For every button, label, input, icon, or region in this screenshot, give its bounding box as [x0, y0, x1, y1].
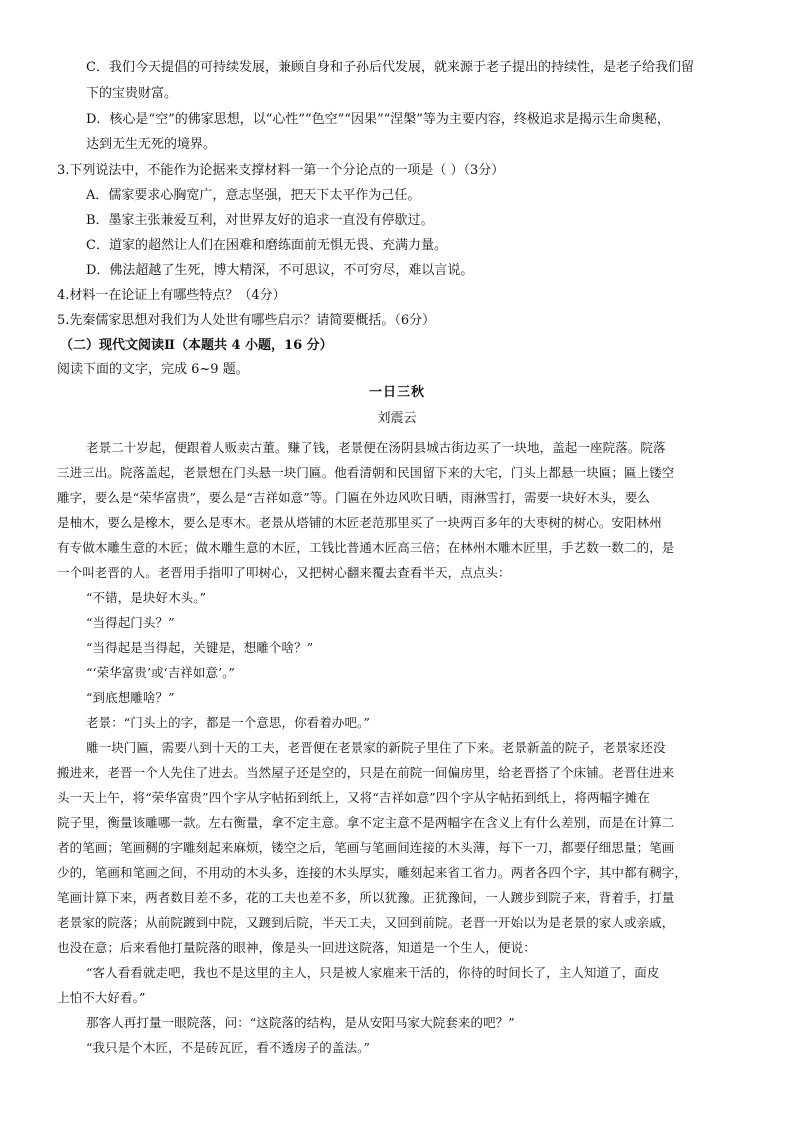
option-c-line-2: 下的宝贵财富。	[86, 86, 178, 101]
section-heading: （二）现代文阅读Ⅱ（本题共 4 小题，16 分）	[60, 338, 333, 353]
story-line: 老景二十岁起，便跟着人贩卖古董。赚了钱，老景便在汤阴县城古街边买了一块地，盖起一座院落。院落	[86, 440, 666, 455]
story-line: 那客人再打量一眼院落，问：“这院落的结构，是从安阳马家大院套来的吧？”	[86, 1015, 515, 1030]
question-3-option-b: B．墨家主张兼爱互利，对世界友好的追求一直没有停歇过。	[86, 213, 434, 228]
question-3-option-d: D．佛法超越了生死，博大精深，不可思议，不可穷尽，难以言说。	[86, 263, 474, 278]
story-line: 三进三出。院落盖起，老景想在门头悬一块门匾。他看清朝和民国留下来的大宅，门头上都悬一块匾；匾上镂空	[57, 465, 675, 480]
option-d-line-2: 达到无生无死的境界。	[86, 137, 217, 152]
story-line: 院子里，衡量该雕哪一款。左右衡量，拿不定主意。拿不定主意不是两幅字在含义上有什么差别，而是在计算二	[57, 815, 675, 830]
dialogue-line: “‘荣华富贵’或‘吉祥如意’。”	[86, 665, 236, 680]
question-3-option-a: A．儒家要求心胸宽广，意志坚强，把天下太平作为己任。	[86, 188, 421, 203]
dialogue-line: “不错，是块好木头。”	[86, 590, 207, 605]
story-line: 雕字，要么是“荣华富贵”，要么是“吉祥如意”等。门匾在外边风吹日晒，雨淋雪打，需要一块好木头，要么	[57, 490, 650, 505]
option-d-line-1: D．核心是“空”的佛家思想，以“心性”“色空”“因果”“涅槃”等为主要内容，终极追求是揭示生命奥秘，	[86, 112, 670, 127]
story-line: 雕一块门匾，需要八到十天的工夫，老晋便在老景家的新院子里住了下来。老景新盖的院子，老景家还没	[86, 740, 666, 755]
dialogue-line: “我只是个木匠，不是砖瓦匠，看不透房子的盖法。”	[86, 1040, 370, 1055]
question-4: 4.材料一在论证上有哪些特点？（4分）	[57, 288, 286, 303]
story-title: 一日三秋	[368, 385, 425, 400]
question-3-stem: 3.下列说法中，不能作为论据来支撑材料一第一个分论点的一项是（ ）（3分）	[57, 163, 505, 178]
dialogue-line: “当得起是当得起，关键是，想雕个啥？”	[86, 640, 314, 655]
reading-instruction: 阅读下面的文字，完成 6~9 题。	[57, 362, 249, 377]
option-c-line-1: C．我们今天提倡的可持续发展，兼顾自身和子孙后代发展，就来源于老子提出的持续性，是老子给我们留	[86, 60, 694, 75]
story-line: 少的，笔画和笔画之间，不用动的木头多，连接的木头厚实，雕刻起来省工省力。两者各四个字，其中都有稠字，	[57, 865, 688, 880]
story-line: 老景家的院落；从前院踱到中院，又踱到后院，半天工夫，又回到前院。老晋一开始以为是老景的家人或亲戚，	[57, 915, 675, 930]
dialogue-line: “当得起门头？”	[86, 615, 175, 630]
story-line: 是柚木，要么是橡木，要么是枣木。老景从塔铺的木匠老范那里买了一块两百多年的大枣树的树心。安阳林州	[57, 515, 662, 530]
dialogue-line: 老景：“门头上的字，都是一个意思，你看着办吧。”	[86, 715, 370, 730]
story-line: 头一天上午，将“荣华富贵”四个字从字帖拓到纸上，又将“吉祥如意”四个字从字帖拓到纸上，将两幅字摊在	[57, 790, 650, 805]
story-line: 一个叫老晋的人。老晋用手指叩了叩树心，又把树心翻来覆去查看半天，点点头：	[57, 565, 511, 580]
question-3-option-c: C．道家的超然让人们在困难和磨练面前无惧无畏、充满力量。	[86, 238, 447, 253]
story-line: 也没在意；后来看他打量院落的眼神，像是头一回进这院落，知道是一个生人，便说：	[57, 940, 536, 955]
story-line: 笔画计算下来，两者数目差不多，花的工夫也差不多，所以犹豫。正犹豫间，一人踱步到院子来，背着手，打量	[57, 890, 675, 905]
question-5: 5.先秦儒家思想对我们为人处世有哪些启示？请简要概括。（6分）	[57, 313, 436, 328]
story-author: 刘震云	[377, 411, 417, 426]
dialogue-line: “客人看看就走吧，我也不是这里的主人，只是被人家雇来干活的，你待的时间长了，主人知道了，面皮	[86, 965, 660, 980]
dialogue-line: 上怕不大好看。”	[57, 990, 146, 1005]
story-line: 搬进来，老晋一个人先住了进去。当然屋子还是空的，只是在前院一间偏房里，给老晋搭了个床铺。老晋住进来	[57, 765, 675, 780]
story-line: 者的笔画；笔画稠的字雕刻起来麻烦，镂空之后，笔画与笔画间连接的木头薄，每下一刀，都要仔细思量；笔画	[57, 840, 675, 855]
dialogue-line: “到底想雕啥？”	[86, 690, 175, 705]
story-line: 有专做木雕生意的木匠；做木雕生意的木匠，工钱比普通木匠高三倍；在林州木雕木匠里，手艺数一数二的，是	[57, 540, 675, 555]
